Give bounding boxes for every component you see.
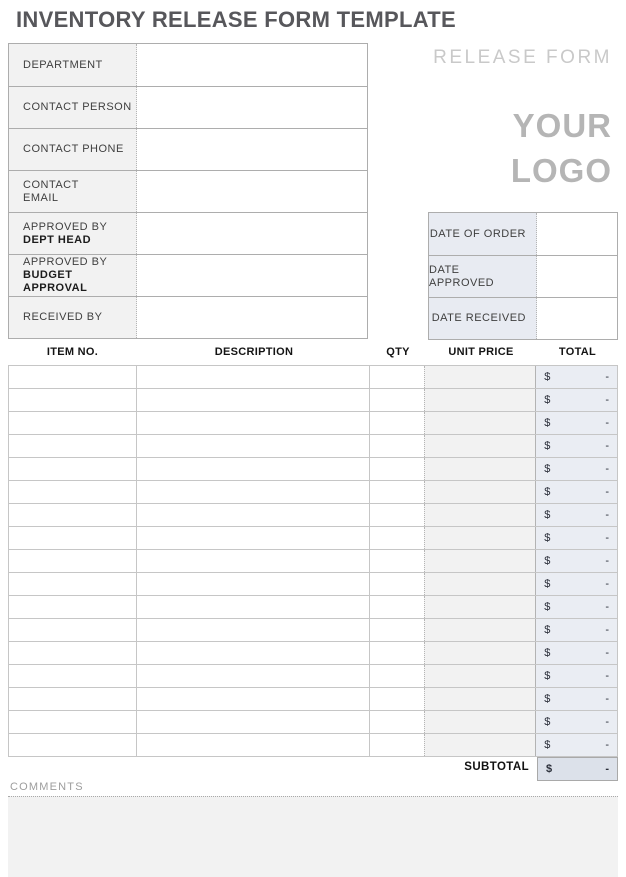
total-cell[interactable] (535, 366, 617, 388)
info-row (9, 128, 367, 170)
item-no-cell[interactable] (9, 389, 137, 411)
column-header-unit-price: UNIT PRICE (448, 346, 514, 358)
description-cell[interactable] (137, 412, 370, 434)
currency-symbol: $ (544, 693, 551, 705)
item-no-cell[interactable] (9, 366, 137, 388)
total-value: - (605, 440, 609, 452)
total-cell[interactable] (535, 596, 617, 618)
page-title: INVENTORY RELEASE FORM TEMPLATE (16, 7, 456, 32)
total-value: - (605, 693, 609, 705)
info-value-cell[interactable] (137, 171, 367, 212)
unit-price-cell[interactable] (424, 734, 536, 756)
total-cell[interactable] (535, 412, 617, 434)
date-row (429, 255, 617, 297)
qty-cell[interactable] (370, 504, 424, 526)
qty-cell[interactable] (370, 734, 424, 756)
info-row (9, 170, 367, 212)
description-cell[interactable] (137, 550, 370, 572)
item-row (9, 734, 617, 757)
description-cell[interactable] (137, 389, 370, 411)
description-cell[interactable] (137, 711, 370, 733)
item-row (9, 366, 617, 389)
currency-symbol: $ (544, 601, 551, 613)
total-value: - (605, 739, 609, 751)
qty-cell[interactable] (370, 435, 424, 457)
qty-cell[interactable] (370, 550, 424, 572)
total-cell[interactable] (535, 435, 617, 457)
item-no-cell[interactable] (9, 527, 137, 549)
qty-cell[interactable] (370, 711, 424, 733)
unit-price-cell[interactable] (424, 366, 536, 388)
description-cell[interactable] (137, 481, 370, 503)
total-cell[interactable] (535, 458, 617, 480)
info-value-cell[interactable] (137, 297, 367, 338)
comments-input-area[interactable] (8, 796, 618, 877)
total-cell[interactable] (535, 481, 617, 503)
item-no-cell[interactable] (9, 688, 137, 710)
unit-price-cell[interactable] (424, 550, 536, 572)
currency-symbol: $ (544, 394, 551, 406)
info-value-cell[interactable] (137, 129, 367, 170)
subtotal-amount-cell[interactable] (537, 757, 618, 781)
item-row (9, 642, 617, 665)
date-label: DATE APPROVED (429, 256, 537, 297)
currency-symbol: $ (544, 624, 551, 636)
unit-price-cell[interactable] (424, 688, 536, 710)
item-row (9, 435, 617, 458)
total-cell[interactable] (535, 550, 617, 572)
info-value-cell[interactable] (137, 213, 367, 254)
unit-price-cell[interactable] (424, 481, 536, 503)
currency-symbol: $ (544, 440, 551, 452)
qty-cell[interactable] (370, 688, 424, 710)
unit-price-cell[interactable] (424, 389, 536, 411)
column-header-description: DESCRIPTION (214, 346, 294, 358)
description-cell[interactable] (137, 688, 370, 710)
item-row (9, 527, 617, 550)
item-no-cell[interactable] (9, 573, 137, 595)
date-value-cell[interactable] (537, 213, 617, 255)
total-value: - (605, 486, 609, 498)
date-value-cell[interactable] (537, 298, 617, 339)
description-cell[interactable] (137, 504, 370, 526)
total-cell[interactable] (535, 573, 617, 595)
total-value: - (605, 555, 609, 567)
total-value: - (605, 394, 609, 406)
item-no-cell[interactable] (9, 435, 137, 457)
info-value-cell[interactable] (137, 87, 367, 128)
items-table-header (8, 346, 618, 358)
item-row (9, 596, 617, 619)
item-no-cell[interactable] (9, 596, 137, 618)
unit-price-cell[interactable] (424, 504, 536, 526)
total-value: - (605, 578, 609, 590)
qty-cell[interactable] (370, 596, 424, 618)
unit-price-cell[interactable] (424, 711, 536, 733)
total-cell[interactable] (535, 734, 617, 756)
logo-line2: LOGO (510, 152, 612, 189)
description-cell[interactable] (137, 642, 370, 664)
logo-line1: YOUR (512, 107, 612, 144)
info-value-cell[interactable] (137, 255, 367, 296)
description-cell[interactable] (137, 366, 370, 388)
subtotal-label: SUBTOTAL (464, 761, 529, 773)
item-no-cell[interactable] (9, 458, 137, 480)
date-label: DATE OF ORDER (429, 213, 537, 255)
total-cell[interactable] (535, 688, 617, 710)
contact-info-table (8, 43, 368, 339)
total-value: - (605, 532, 609, 544)
total-value: - (605, 509, 609, 521)
info-row (9, 296, 367, 338)
total-cell[interactable] (535, 504, 617, 526)
item-no-cell[interactable] (9, 550, 137, 572)
qty-cell[interactable] (370, 458, 424, 480)
column-header-item-no: ITEM NO. (46, 346, 99, 358)
description-cell[interactable] (137, 435, 370, 457)
info-row (9, 86, 367, 128)
unit-price-cell[interactable] (424, 527, 536, 549)
qty-cell[interactable] (370, 573, 424, 595)
info-label: CONTACT EMAIL (9, 171, 137, 212)
date-row (429, 297, 617, 339)
item-no-cell[interactable] (9, 504, 137, 526)
qty-cell[interactable] (370, 412, 424, 434)
item-no-cell[interactable] (9, 734, 137, 756)
info-row (9, 254, 367, 296)
date-row (429, 213, 617, 255)
total-value: - (605, 371, 609, 383)
currency-symbol: $ (544, 532, 551, 544)
unit-price-cell[interactable] (424, 573, 536, 595)
currency-symbol: $ (544, 555, 551, 567)
currency-symbol: $ (544, 716, 551, 728)
total-value: - (605, 601, 609, 613)
total-cell[interactable] (535, 642, 617, 664)
currency-symbol: $ (544, 463, 551, 475)
subtotal-row (8, 757, 618, 781)
total-cell[interactable] (535, 389, 617, 411)
unit-price-cell[interactable] (424, 665, 536, 687)
item-row (9, 412, 617, 435)
total-value: - (605, 647, 609, 659)
info-value-cell[interactable] (137, 44, 367, 86)
item-row (9, 665, 617, 688)
date-label: DATE RECEIVED (429, 298, 537, 339)
column-header-total: TOTAL (558, 346, 597, 358)
currency-symbol: $ (544, 371, 551, 383)
comments-label: COMMENTS (10, 781, 84, 793)
total-value: - (605, 624, 609, 636)
currency-symbol: $ (544, 578, 551, 590)
total-value: - (605, 670, 609, 682)
item-no-cell[interactable] (9, 711, 137, 733)
item-no-cell[interactable] (9, 642, 137, 664)
total-value: - (605, 463, 609, 475)
qty-cell[interactable] (370, 366, 424, 388)
currency-symbol: $ (544, 417, 551, 429)
qty-cell[interactable] (370, 527, 424, 549)
dates-table (428, 212, 618, 340)
unit-price-cell[interactable] (424, 619, 536, 641)
info-label: RECEIVED BY (9, 297, 137, 338)
info-label: APPROVED BY BUDGET APPROVAL (9, 255, 137, 296)
qty-cell[interactable] (370, 619, 424, 641)
unit-price-cell[interactable] (424, 412, 536, 434)
column-header-qty: QTY (386, 346, 410, 358)
item-no-cell[interactable] (9, 619, 137, 641)
description-cell[interactable] (137, 527, 370, 549)
total-cell[interactable] (535, 619, 617, 641)
item-row (9, 389, 617, 412)
info-label: DEPARTMENT (9, 44, 137, 86)
info-label: CONTACT PHONE (9, 129, 137, 170)
unit-price-cell[interactable] (424, 596, 536, 618)
item-row (9, 481, 617, 504)
subtotal-currency-symbol: $ (546, 763, 553, 775)
currency-symbol: $ (544, 670, 551, 682)
item-row (9, 619, 617, 642)
logo-placeholder (511, 103, 612, 193)
item-row (9, 458, 617, 481)
date-value-cell[interactable] (537, 256, 617, 297)
total-cell[interactable] (535, 711, 617, 733)
description-cell[interactable] (137, 596, 370, 618)
info-row (9, 212, 367, 254)
description-cell[interactable] (137, 665, 370, 687)
total-value: - (605, 716, 609, 728)
qty-cell[interactable] (370, 389, 424, 411)
qty-cell[interactable] (370, 642, 424, 664)
currency-symbol: $ (544, 509, 551, 521)
qty-cell[interactable] (370, 481, 424, 503)
qty-cell[interactable] (370, 665, 424, 687)
unit-price-cell[interactable] (424, 435, 536, 457)
item-row (9, 688, 617, 711)
description-cell[interactable] (137, 573, 370, 595)
total-cell[interactable] (535, 527, 617, 549)
info-label: APPROVED BY DEPT HEAD (9, 213, 137, 254)
description-cell[interactable] (137, 619, 370, 641)
currency-symbol: $ (544, 647, 551, 659)
total-cell[interactable] (535, 665, 617, 687)
currency-symbol: $ (544, 739, 551, 751)
unit-price-cell[interactable] (424, 642, 536, 664)
items-table (8, 365, 618, 757)
total-value: - (605, 417, 609, 429)
item-row (9, 711, 617, 734)
description-cell[interactable] (137, 734, 370, 756)
description-cell[interactable] (137, 458, 370, 480)
unit-price-cell[interactable] (424, 458, 536, 480)
item-no-cell[interactable] (9, 481, 137, 503)
item-row (9, 504, 617, 527)
info-row (9, 44, 367, 86)
item-row (9, 573, 617, 596)
subtotal-value: - (605, 763, 609, 775)
info-label: CONTACT PERSON (9, 87, 137, 128)
currency-symbol: $ (544, 486, 551, 498)
item-row (9, 550, 617, 573)
item-no-cell[interactable] (9, 665, 137, 687)
release-form-label: RELEASE FORM (433, 47, 612, 68)
item-no-cell[interactable] (9, 412, 137, 434)
